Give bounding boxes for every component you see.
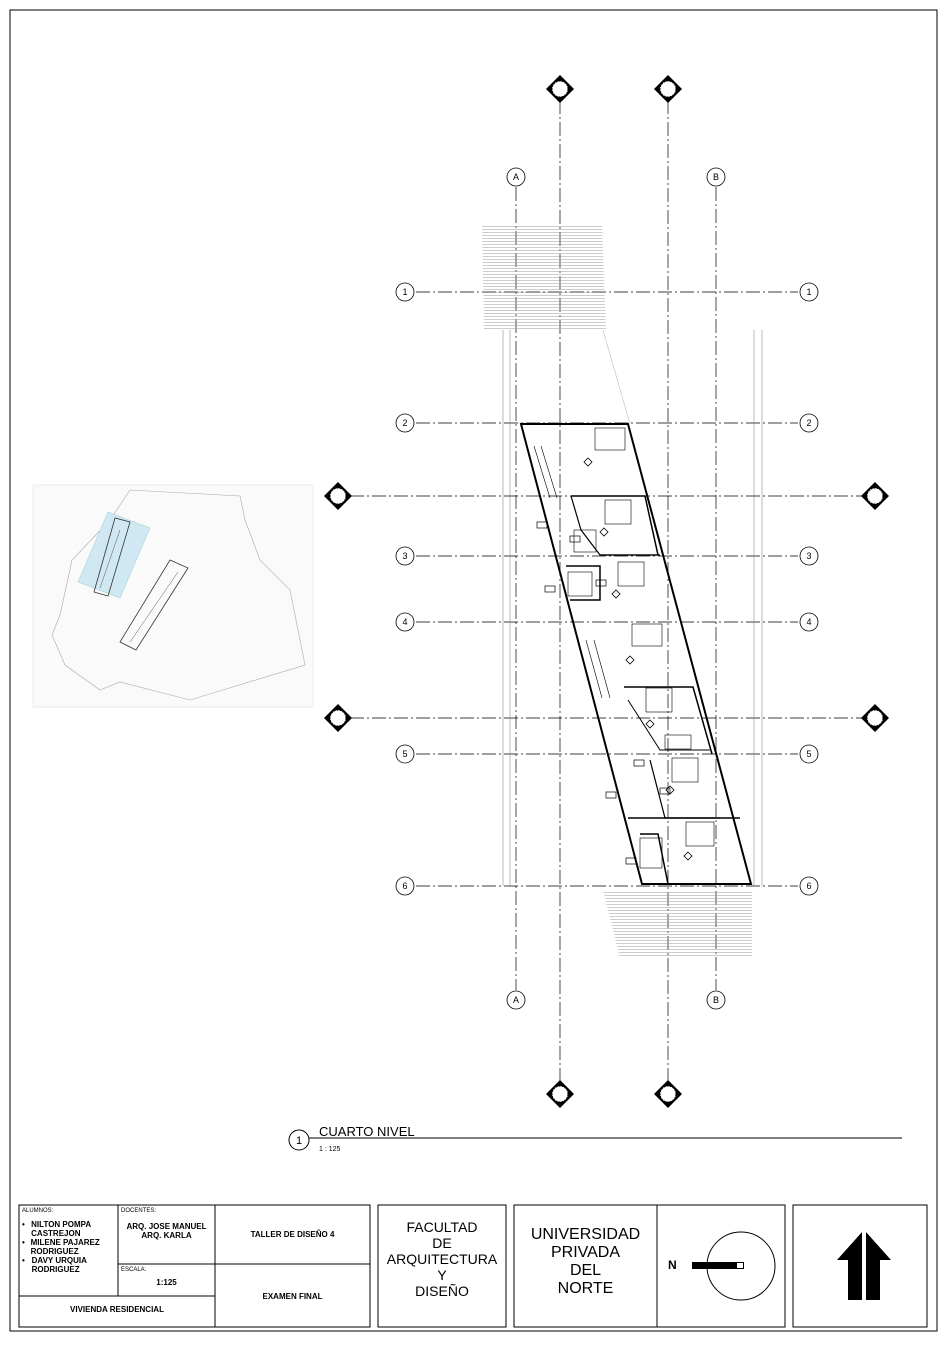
grid-label-B-bottom: B [712, 995, 720, 1005]
grid-label-6-left: 6 [402, 881, 408, 891]
student-item: • DAVY URQUIA RODRIGUEZ [22, 1256, 87, 1274]
floor-plan [521, 424, 751, 884]
students-list [22, 1220, 116, 1274]
course-name: TALLER DE DISEÑO 4 [250, 1230, 335, 1239]
grid-label-2-right: 2 [806, 418, 812, 428]
grid-label-5-left: 5 [402, 749, 408, 759]
grid-label-2-left: 2 [402, 418, 408, 428]
drawing-scale: 1 : 125 [319, 1146, 341, 1153]
section-markers [324, 75, 889, 1108]
faculty-name: FACULTAD DE ARQUITECTURA Y DISEÑO [386, 1219, 498, 1299]
alumnos-label: ALUMNOS: [22, 1208, 54, 1214]
exam-name: EXAMEN FINAL [262, 1292, 323, 1301]
grid-label-3-left: 3 [402, 551, 408, 561]
student-item: • MILENE PAJAREZ RODRIGUEZ [22, 1238, 100, 1256]
grid-label-A-top: A [512, 172, 520, 182]
grid-label-1-left: 1 [402, 287, 408, 297]
grid-label-6-right: 6 [806, 881, 812, 891]
university-name: UNIVERSIDAD PRIVADA DEL NORTE [530, 1226, 641, 1297]
escala-label: ESCALA: [121, 1267, 147, 1273]
grid-label-B-top: B [712, 172, 720, 182]
grid-label-A-bottom: A [512, 995, 520, 1005]
drawing-title-block [289, 1124, 902, 1153]
drawing-title: CUARTO NIVEL [319, 1124, 415, 1139]
view-number: 1 [295, 1135, 303, 1147]
teachers-list [118, 1222, 215, 1240]
grid-label-5-right: 5 [806, 749, 812, 759]
teacher-item: ARQ. JOSE MANUEL [126, 1222, 207, 1231]
terrace-bottom [603, 890, 752, 958]
grid-label-4-right: 4 [806, 617, 812, 627]
up-arrow-icon [837, 1232, 891, 1300]
student-item: • NILTON POMPA CASTREJON [22, 1220, 91, 1238]
grid-label-4-left: 4 [402, 617, 408, 627]
project-name: VIVIENDA RESIDENCIAL [70, 1305, 164, 1314]
site-plan-thumbnail [33, 485, 313, 707]
dimension-lines [503, 330, 762, 886]
grid-label-1-right: 1 [806, 287, 812, 297]
grid-label-3-right: 3 [806, 551, 812, 561]
terrace-top [482, 224, 606, 330]
escala-value: 1:125 [156, 1278, 177, 1287]
north-label: N [668, 1258, 677, 1272]
north-arrow-symbol [692, 1232, 775, 1300]
teacher-item: ARQ. KARLA [141, 1231, 192, 1240]
docentes-label: DOCENTES: [121, 1208, 157, 1214]
